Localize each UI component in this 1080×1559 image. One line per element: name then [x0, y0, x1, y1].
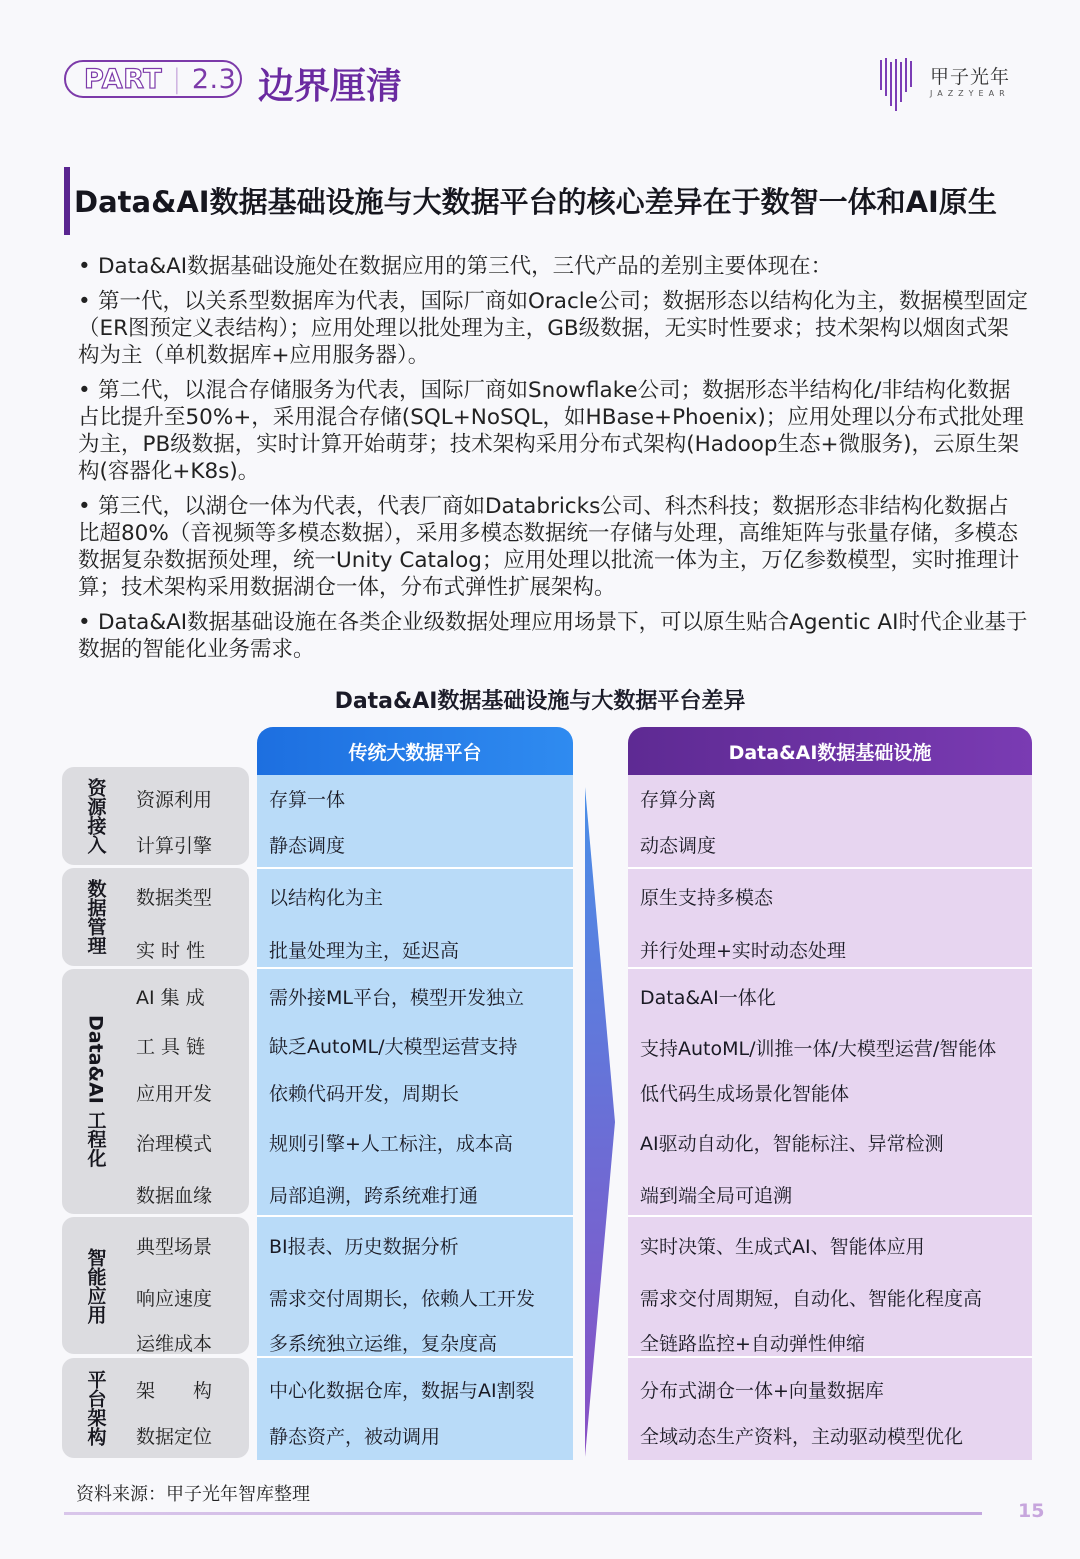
- bullet-item: • Data&AI数据基础设施处在数据应用的第三代，三代产品的差别主要体现在：: [78, 254, 833, 279]
- row-item: 资源利用: [136, 789, 213, 811]
- row-divider: [257, 967, 573, 969]
- row-item: 计算引擎: [136, 835, 213, 857]
- bullet-item: • 第一代，以关系型数据库为代表，国际厂商如Oracle公司；数据形态以结构化为主，数据模型固定（ER图预定义表结构）；应用处理以批处理为主，GB级数据，无实时性要求；技术架构以烟囱式架构为主（单机数据库+应用服务器）。: [78, 289, 1028, 368]
- page-heading: Data&AI数据基础设施与大数据平台的核心差异在于数智一体和AI原生: [74, 185, 997, 219]
- row-item: AI 集 成: [136, 987, 205, 1009]
- row-item: 典型场景: [136, 1236, 213, 1258]
- ai-cell: 全域动态生产资料，主动驱动模型优化: [640, 1426, 964, 1448]
- logo-subtitle: JAZZYEAR: [930, 89, 1010, 98]
- category-label: 资源接入: [84, 778, 107, 854]
- traditional-cell: 局部追溯，跨系统难打通: [269, 1185, 479, 1207]
- comparison-arrow-icon: [585, 787, 619, 1457]
- source-note: 资料来源：甲子光年智库整理: [76, 1484, 310, 1505]
- ai-cell: 全链路监控+自动弹性伸缩: [640, 1333, 865, 1355]
- traditional-cell: BI报表、历史数据分析: [269, 1236, 459, 1258]
- ai-cell: 支持AutoML/训推一体/大模型运营/智能体: [640, 1038, 997, 1060]
- bullet-list: [78, 253, 1028, 671]
- traditional-cell: 以结构化为主: [269, 887, 384, 909]
- traditional-cell: 多系统独立运维，复杂度高: [269, 1333, 498, 1355]
- ai-cell: 需求交付周期短，自动化、智能化程度高: [640, 1288, 983, 1310]
- ai-cell: 存算分离: [640, 789, 717, 811]
- traditional-cell: 静态调度: [269, 835, 346, 857]
- row-item: 响应速度: [136, 1288, 213, 1310]
- part-number: 2.3: [191, 63, 237, 95]
- traditional-cell: 批量处理为主，延迟高: [269, 940, 460, 962]
- bullet-item: • 第二代，以混合存储服务为代表，国际厂商如Snowflake公司；数据形态半结构化/非结构化数据占比提升至50%+，采用混合存储(SQL+NoSQL，如HBase+Phoenix)；应用处理以分布式批处理为主，PB级数据，实时计算开始萌芽；技术架构采用分布式架构(Hadoop生态+微服务)，云原生架构(容器化+K8s)。: [78, 378, 1024, 484]
- category-label: 数据管理: [84, 879, 107, 955]
- row-divider: [257, 1215, 573, 1217]
- row-item: 运维成本: [136, 1333, 213, 1355]
- ai-cell: 并行处理+实时动态处理: [640, 940, 846, 962]
- row-item: 应用开发: [136, 1083, 213, 1105]
- traditional-cell: 存算一体: [269, 789, 346, 811]
- category-label: Data&AI 工程化: [84, 1015, 107, 1168]
- row-divider: [257, 867, 573, 869]
- traditional-cell: 中心化数据仓库，数据与AI割裂: [269, 1380, 535, 1402]
- ai-cell: AI驱动自动化，智能标注、异常检测: [640, 1133, 944, 1155]
- part-word: PART: [84, 63, 163, 95]
- category-label: 平台架构: [84, 1370, 107, 1446]
- logo-bars-icon: [878, 56, 922, 112]
- bullet-item: • Data&AI数据基础设施在各类企业级数据处理应用场景下，可以原生贴合Agentic AI时代企业基于数据的智能化业务需求。: [78, 610, 1028, 662]
- row-item: 架 构: [136, 1380, 213, 1402]
- traditional-cell: 规则引擎+人工标注，成本高: [269, 1133, 513, 1155]
- bullet-item: • 第三代，以湖仓一体为代表，代表厂商如Databricks公司、科杰科技；数据形态非结构化数据占比超80%（音视频等多模态数据），采用多模态数据统一存储与处理，高维矩阵与张量存储，多模态数据复杂数据预处理，统一Unity Catalog；应用处理以批流一体为主，万亿参数模型，实时推理计算；技术架构采用数据湖仓一体，分布式弹性扩展架构。: [78, 494, 1020, 600]
- traditional-cell: 静态资产，被动调用: [269, 1426, 441, 1448]
- part-badge: PART | 2.3: [64, 60, 242, 98]
- row-divider: [257, 1356, 573, 1358]
- row-item: 工 具 链: [136, 1036, 206, 1058]
- column-header-ai: Data&AI数据基础设施: [628, 727, 1032, 775]
- brand-logo: [878, 56, 1038, 112]
- ai-cell: 原生支持多模态: [640, 887, 774, 909]
- traditional-cell: 需求交付周期长，依赖人工开发: [269, 1288, 536, 1310]
- table-title: Data&AI数据基础设施与大数据平台差异: [334, 689, 746, 714]
- ai-cell: 动态调度: [640, 835, 717, 857]
- traditional-cell: 需外接ML平台，模型开发独立: [269, 987, 524, 1009]
- traditional-cell: 缺乏AutoML/大模型运营支持: [269, 1036, 518, 1058]
- row-divider: [628, 967, 1032, 969]
- footer-line: [64, 1512, 982, 1515]
- row-item: 实 时 性: [136, 940, 206, 962]
- ai-cell: 低代码生成场景化智能体: [640, 1083, 850, 1105]
- row-item: 数据类型: [136, 887, 213, 909]
- row-divider: [628, 1356, 1032, 1358]
- category-label: 智能应用: [84, 1247, 107, 1324]
- column-header-traditional: 传统大数据平台: [257, 727, 573, 775]
- row-item: 数据血缘: [136, 1185, 213, 1207]
- row-item: 数据定位: [136, 1426, 213, 1448]
- logo-name: 甲子光年: [930, 66, 1011, 88]
- row-item: 治理模式: [136, 1133, 213, 1155]
- section-title: 边界厘清: [258, 66, 403, 107]
- ai-cell: 分布式湖仓一体+向量数据库: [640, 1380, 884, 1402]
- traditional-cell: 依赖代码开发，周期长: [269, 1083, 460, 1105]
- ai-cell: 实时决策、生成式AI、智能体应用: [640, 1236, 925, 1258]
- row-divider: [628, 867, 1032, 869]
- row-divider: [628, 1215, 1032, 1217]
- ai-cell: Data&AI一体化: [640, 987, 776, 1009]
- heading-accent-bar: [64, 167, 70, 235]
- ai-cell: 端到端全局可追溯: [640, 1185, 793, 1207]
- page-number: 15: [1018, 1500, 1045, 1522]
